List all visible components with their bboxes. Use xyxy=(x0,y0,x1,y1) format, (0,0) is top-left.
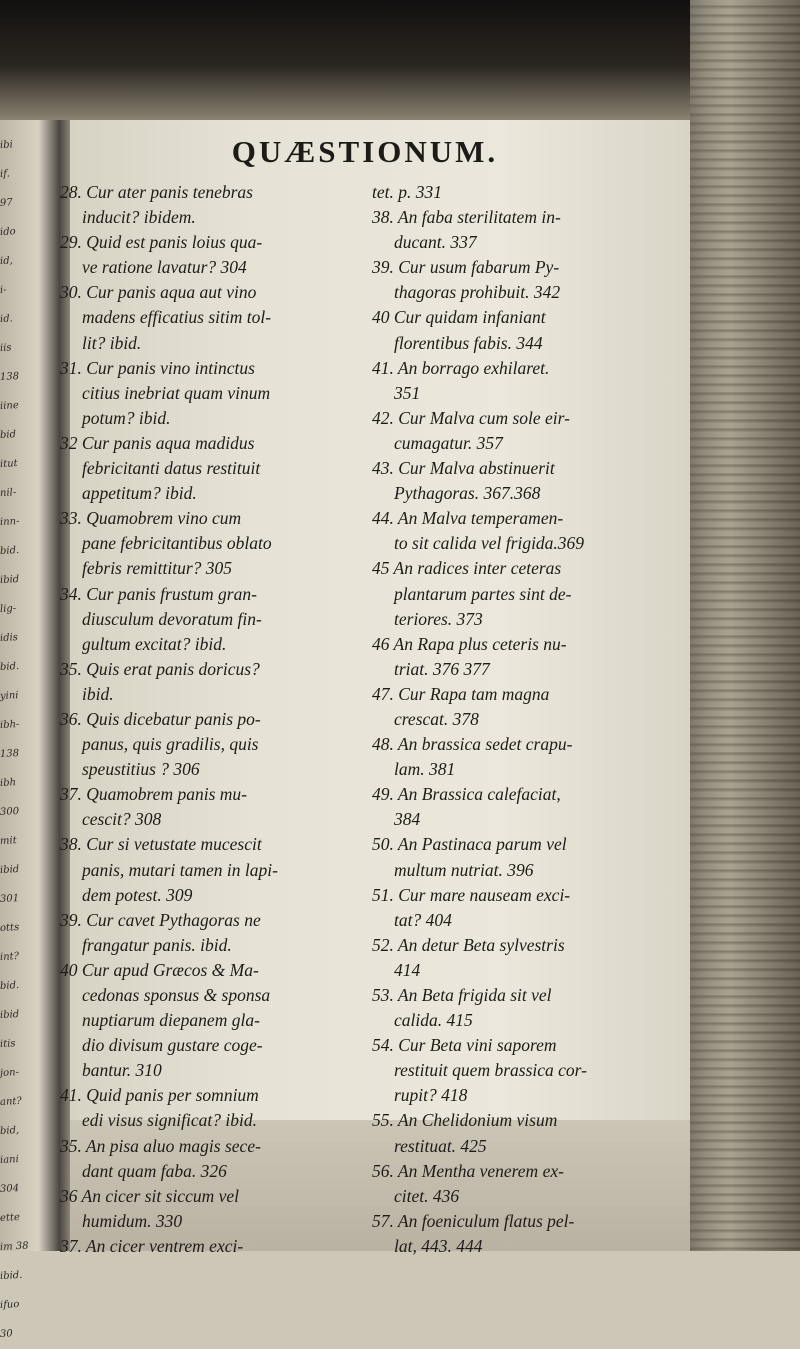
entry-line: 51. Cur mare nauseam exci- xyxy=(372,884,571,905)
entry-line: calida. 415 xyxy=(394,1010,473,1031)
index-entry xyxy=(60,832,342,907)
entry-line: rupit? 418 xyxy=(394,1085,468,1106)
margin-fragment: mit xyxy=(0,835,17,847)
entry-line: 39. Cur cavet Pythagoras ne xyxy=(60,909,261,930)
margin-fragment: ibid. xyxy=(0,1269,23,1282)
entry-line: crescat. 378 xyxy=(394,708,479,729)
margin-fragment: 138 xyxy=(0,371,20,383)
entry-line: 54. Cur Beta vini saporem xyxy=(372,1035,557,1056)
index-entry xyxy=(60,180,342,230)
margin-fragment: jon- xyxy=(0,1067,20,1079)
entry-line: 37. An cicer ventrem exci- xyxy=(60,1235,244,1256)
entry-line: to sit calida vel frigida.369 xyxy=(394,533,585,554)
index-entry xyxy=(60,908,342,958)
entry-line: dant quam faba. 326 xyxy=(82,1160,227,1181)
margin-fragment: ibh- xyxy=(0,718,20,731)
index-entry xyxy=(372,1159,654,1209)
margin-fragment: ido xyxy=(0,226,16,238)
entry-line: tet. p. 331 xyxy=(372,182,442,202)
margin-fragment: id. xyxy=(0,313,14,325)
entry-line: dio divisum gustare coge- xyxy=(82,1035,263,1056)
entry-line: 384 xyxy=(394,809,421,830)
entry-line: florentibus fabis. 344 xyxy=(394,332,543,353)
entry-line: 47. Cur Rapa tam magna xyxy=(372,683,550,704)
entry-line: teriores. 373 xyxy=(394,608,483,629)
entry-line: 44. An Malva temperamen- xyxy=(372,508,564,529)
index-entry xyxy=(60,1134,342,1184)
margin-fragment: 30 xyxy=(0,1328,14,1340)
margin-fragment: lig- xyxy=(0,603,17,615)
left-column xyxy=(60,180,342,1259)
entry-line: lat, 443. 444 xyxy=(394,1235,483,1256)
entry-line: 414 xyxy=(394,959,421,980)
photo-top-background xyxy=(0,0,800,120)
entry-line: 36. Quis dicebatur panis po- xyxy=(60,708,261,729)
entry-line: 45 An radices inter ceteras xyxy=(372,558,562,579)
entry-line: 31. Cur panis vino intinctus xyxy=(60,357,255,378)
entry-line: 42. Cur Malva cum sole eir- xyxy=(372,407,570,428)
entry-line: bantur. 310 xyxy=(82,1060,162,1081)
index-entry xyxy=(372,933,654,983)
margin-fragment: inn- xyxy=(0,515,20,528)
index-entry xyxy=(372,983,654,1033)
entry-line: lit? ibid. xyxy=(82,332,142,353)
entry-line: 30. Cur panis aqua aut vino xyxy=(60,282,257,303)
entry-line: 57. An foeniculum flatus pel- xyxy=(372,1210,575,1231)
entry-line: plantarum partes sint de- xyxy=(394,583,572,604)
margin-fragment: id, xyxy=(0,255,14,267)
entry-line: pane febricitantibus oblato xyxy=(82,533,272,554)
entry-line: gultum excitat? ibid. xyxy=(82,633,227,654)
margin-fragment: iis xyxy=(0,342,12,354)
entry-line: 29. Quid est panis loius qua- xyxy=(60,232,263,253)
entry-line: 46 An Rapa plus ceteris nu- xyxy=(372,633,567,654)
entry-line: speustitius ? 306 xyxy=(82,759,200,780)
entry-line: citius inebriat quam vinum xyxy=(82,382,271,403)
index-entry xyxy=(372,506,654,556)
entry-line: nuptiarum diepanem gla- xyxy=(82,1010,260,1031)
margin-fragment: nil- xyxy=(0,487,17,499)
margin-fragment: bid, xyxy=(0,1124,20,1137)
entry-line: Pythagoras. 367.368 xyxy=(394,483,541,504)
entry-line: restituit quem brassica cor- xyxy=(394,1060,587,1081)
index-entry xyxy=(372,732,654,782)
index-entry xyxy=(60,782,342,832)
index-entry xyxy=(372,632,654,682)
entry-line: cescit? 308 xyxy=(82,809,162,830)
entry-line: 28. Cur ater panis tenebras xyxy=(60,182,253,202)
index-entry xyxy=(372,883,654,933)
index-entry xyxy=(372,1033,654,1108)
margin-fragment: 301 xyxy=(0,893,20,905)
page-header: QUÆSTIONUM. xyxy=(231,134,499,169)
index-entry xyxy=(60,958,342,1083)
entry-line: triat. 376 377 xyxy=(394,658,490,679)
margin-fragment: 304 xyxy=(0,1183,20,1195)
entry-line: 43. Cur Malva abstinuerit xyxy=(372,458,555,479)
margin-fragment: 97 xyxy=(0,197,14,209)
entry-line: ve ratione lavatur? 304 xyxy=(82,257,247,278)
index-entry xyxy=(372,832,654,882)
entry-line: 34. Cur panis frustum gran- xyxy=(60,583,257,604)
margin-fragment: ibid xyxy=(0,573,20,586)
entry-line: restituat. 425 xyxy=(394,1135,487,1156)
index-entry xyxy=(372,305,654,355)
entry-line: 49. An Brassica calefaciat, xyxy=(372,784,561,805)
entry-line: humidum. 330 xyxy=(82,1210,183,1231)
entry-line: potum? ibid. xyxy=(82,407,171,428)
index-entry xyxy=(372,1108,654,1158)
margin-fragment: ant? xyxy=(0,1095,23,1108)
margin-fragment: 300 xyxy=(0,806,20,818)
entry-line: ducant. 337 xyxy=(394,232,477,253)
book-page xyxy=(60,120,690,1256)
entry-line: diusculum devoratum fin- xyxy=(82,608,262,629)
entry-line: cedonas sponsus & sponsa xyxy=(82,985,271,1005)
margin-fragment: itis xyxy=(0,1038,16,1050)
index-entry xyxy=(372,682,654,732)
entry-line: 36 An cicer sit siccum vel xyxy=(60,1185,239,1206)
entry-line: 40 Cur quidam infaniant xyxy=(372,307,546,328)
entry-line: 32 Cur panis aqua madidus xyxy=(60,432,255,453)
entry-line: 52. An detur Beta sylvestris xyxy=(372,934,565,955)
margin-fragment: iani xyxy=(0,1154,20,1166)
index-entry xyxy=(372,205,654,255)
entry-line: panis, mutari tamen in lapi- xyxy=(82,859,278,880)
entry-line: 40 Cur apud Græcos & Ma- xyxy=(60,959,259,980)
index-entry xyxy=(60,582,342,657)
adjacent-page-text xyxy=(0,130,38,1340)
index-entry xyxy=(372,456,654,506)
index-entry xyxy=(60,1184,342,1234)
entry-line: panus, quis gradilis, quis xyxy=(82,734,259,755)
margin-fragment: i- xyxy=(0,284,7,296)
margin-fragment: idis xyxy=(0,632,19,644)
index-entry xyxy=(60,280,342,355)
margin-fragment: im 38 xyxy=(0,1240,29,1253)
entry-line: cumagatur. 357 xyxy=(394,432,503,453)
margin-fragment: bid xyxy=(0,429,17,441)
margin-fragment: if. xyxy=(0,168,11,180)
index-entry xyxy=(372,180,654,205)
margin-fragment: yini xyxy=(0,690,19,702)
entry-line: 53. An Beta frigida sit vel xyxy=(372,985,552,1005)
entry-line: febricitanti datus restituit xyxy=(82,458,261,479)
margin-fragment: itut xyxy=(0,458,18,470)
entry-line: dem potest. 309 xyxy=(82,884,193,905)
margin-fragment: ibid xyxy=(0,863,20,876)
index-entry xyxy=(372,255,654,305)
margin-fragment: iine xyxy=(0,400,20,412)
index-entry xyxy=(60,707,342,782)
entry-line: 35. Quis erat panis doricus? xyxy=(60,658,260,679)
entry-line: lam. 381 xyxy=(394,759,456,780)
entry-line: inducit? ibidem. xyxy=(82,207,196,228)
margin-fragment: ibh xyxy=(0,777,17,789)
entry-line: multum nutriat. 396 xyxy=(394,859,534,880)
entry-line: citet. 436 xyxy=(394,1185,460,1206)
entry-line: tat? 404 xyxy=(394,909,452,930)
index-entry xyxy=(372,1209,654,1259)
entry-line: 41. An borrago exhilaret. xyxy=(372,357,550,378)
entry-line: 39. Cur usum fabarum Py- xyxy=(372,257,560,278)
margin-fragment: bid. xyxy=(0,660,20,673)
margin-fragment: ifuo xyxy=(0,1298,20,1311)
entry-line: 55. An Chelidonium visum xyxy=(372,1110,558,1131)
index-entry xyxy=(60,1083,342,1133)
entry-line: febris remittitur? 305 xyxy=(82,558,233,579)
entry-line: 33. Quamobrem vino cum xyxy=(60,508,242,529)
margin-fragment: ibi xyxy=(0,139,14,151)
entry-line: madens efficatius sitim tol- xyxy=(82,307,272,328)
index-entry xyxy=(372,356,654,406)
margin-fragment: ette xyxy=(0,1211,21,1224)
entry-line: 38. Cur si vetustate mucescit xyxy=(60,834,262,855)
entry-line: 37. Quamobrem panis mu- xyxy=(60,784,247,805)
gutter-shadow xyxy=(690,0,730,1251)
entry-line: ibid. xyxy=(82,683,114,704)
index-entry xyxy=(372,782,654,832)
index-entry xyxy=(60,431,342,506)
margin-fragment: 138 xyxy=(0,748,20,760)
entry-line: 38. An faba sterilitatem in- xyxy=(372,207,561,228)
entry-line: 50. An Pastinaca parum vel xyxy=(372,834,567,855)
entry-line: 56. An Mentha venerem ex- xyxy=(372,1160,564,1181)
entry-line: 351 xyxy=(394,382,421,403)
index-entry xyxy=(60,230,342,280)
index-entry xyxy=(372,406,654,456)
entry-line: edi visus significat? ibid. xyxy=(82,1110,257,1131)
entry-line: thagoras prohibuit. 342 xyxy=(394,282,561,303)
margin-fragment: int? xyxy=(0,951,20,963)
entry-line: appetitum? ibid. xyxy=(82,483,197,504)
index-entry xyxy=(60,657,342,707)
index-entry xyxy=(60,1234,342,1259)
index-entry xyxy=(60,506,342,581)
index-entry xyxy=(372,556,654,631)
entry-line: 48. An brassica sedet crapu- xyxy=(372,734,573,755)
index-entry xyxy=(60,356,342,431)
margin-fragment: ibid xyxy=(0,1008,20,1021)
entry-line: 35. An pisa aluo magis sece- xyxy=(60,1135,261,1156)
entry-line: 41. Quid panis per somnium xyxy=(60,1085,259,1106)
margin-fragment: bid. xyxy=(0,544,20,557)
margin-fragment: otts xyxy=(0,921,20,934)
right-column xyxy=(372,180,654,1259)
entry-line: frangatur panis. ibid. xyxy=(82,934,232,955)
margin-fragment: bid. xyxy=(0,979,20,992)
